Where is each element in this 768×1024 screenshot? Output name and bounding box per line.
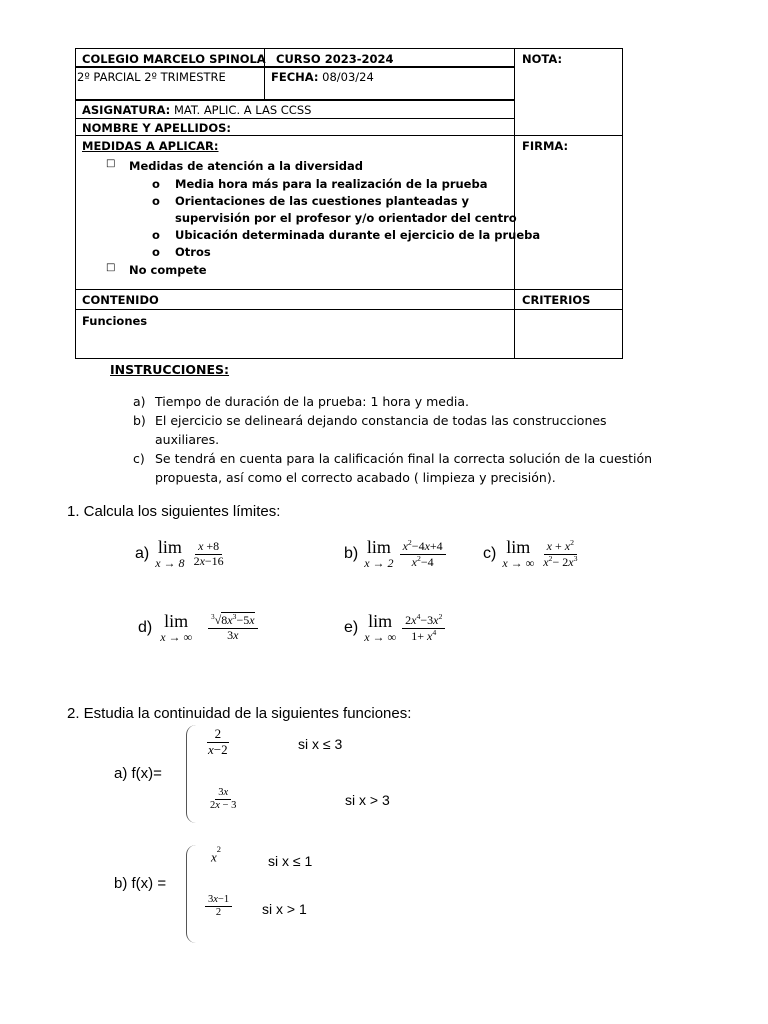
limit-c: [483, 538, 580, 570]
limit-a-label: a): [135, 545, 150, 563]
medida-sub-ubicacion: Ubicación determinada durante el ejercicio de la prueba: [175, 228, 541, 242]
checkbox-icon: □: [106, 158, 116, 169]
function-b-label: b) f(x) =: [114, 875, 167, 892]
function-b-condition-2: si x > 1: [262, 901, 307, 917]
limit-e-expression: $\frac{2x^4-3x^2}{1+ x^4}$: [402, 613, 445, 644]
function-a-condition-1: si x ≤ 3: [298, 736, 343, 752]
function-b-piece-2: $\frac{3x-1}{2}$: [205, 894, 232, 919]
limit-d-label: d): [138, 619, 153, 637]
function-a-piece-2: $\frac{3x}{2x - 3}$: [210, 787, 237, 812]
limit-e-label: e): [344, 619, 359, 637]
instructions-title: INSTRUCCIONES:: [110, 362, 230, 377]
limit-b-label: b): [344, 545, 359, 563]
limit-b-expression: $\frac{x^2-4x+4}{x^2-4}$: [400, 539, 446, 570]
asignatura-label: ASIGNATURA:: [82, 103, 171, 117]
medida-sub-otros: Otros: [175, 245, 211, 259]
lim-operator: lim x → ∞: [502, 537, 535, 570]
bullet-circle-icon: o: [152, 245, 160, 259]
lim-operator: lim x → 8: [155, 537, 185, 570]
instruction-b-cont: auxiliares.: [155, 432, 220, 447]
exam-name: 2º PARCIAL 2º TRIMESTRE: [77, 70, 226, 84]
limit-d: [138, 612, 258, 644]
function-a-condition-2: si x > 3: [345, 792, 390, 808]
lim-operator: lim x → 2: [364, 537, 394, 570]
contenido-value: Funciones: [82, 314, 148, 328]
medida-sub-media-hora: Media hora más para la realización de la prueba: [175, 177, 488, 191]
checkbox-icon: □: [106, 262, 116, 273]
limit-c-expression: $\frac{x + x^2}{x^2- 2x^3}$: [543, 537, 578, 569]
medida-sub-orientaciones: Orientaciones de las cuestiones planteadas y: [175, 194, 470, 208]
lim-operator: lim x → ∞: [364, 611, 397, 644]
instruction-b: El ejercicio se delineará dejando constancia de todas las construcciones: [155, 413, 607, 428]
fecha-value: 08/03/24: [318, 70, 374, 84]
function-a-piece-1: $\frac{2}{x-2}$: [208, 726, 228, 757]
asignatura-field: [82, 103, 311, 117]
limit-d-expression: $\frac{^3√8x^3-5x}{3x}$: [208, 613, 257, 643]
question-2-title: 2. Estudia la continuidad de la siguientes funciones:: [67, 705, 412, 722]
medida-sub-orientaciones-cont: supervisión por el profesor y/o orientador del centro: [175, 211, 517, 225]
function-b-condition-1: si x ≤ 1: [268, 853, 313, 869]
nombre-label: NOMBRE Y APELLIDOS:: [82, 121, 231, 135]
bullet-circle-icon: o: [152, 228, 160, 242]
limit-a-expression: $\frac{x +8}{2x-16}$: [193, 538, 224, 568]
instruction-marker: c): [133, 451, 145, 466]
lim-operator: lim x → ∞: [160, 611, 193, 644]
instruction-marker: b): [133, 413, 146, 428]
contenido-label: CONTENIDO: [82, 293, 159, 307]
medida-item-diversidad: Medidas de atención a la diversidad: [129, 159, 364, 173]
nota-label: NOTA:: [522, 52, 563, 66]
brace-icon: [186, 845, 201, 943]
course-year: CURSO 2023-2024: [276, 52, 394, 66]
medida-item-no-compete: No compete: [129, 263, 207, 277]
limit-a: [135, 538, 227, 570]
instruction-marker: a): [133, 394, 146, 409]
fecha-field: [271, 70, 374, 84]
limit-b: [344, 538, 446, 570]
instruction-a: Tiempo de duración de la prueba: 1 hora y media.: [155, 394, 470, 409]
instruction-c: Se tendrá en cuenta para la calificación final la correcta solución de la cuestión: [155, 451, 653, 466]
limit-c-label: c): [483, 545, 497, 563]
question-1-title: 1. Calcula los siguientes límites:: [67, 503, 281, 520]
criterios-label: CRITERIOS: [522, 293, 591, 307]
fecha-label: FECHA:: [271, 70, 319, 84]
medidas-label: MEDIDAS A APLICAR:: [82, 139, 219, 153]
asignatura-value: MAT. APLIC. A LAS CCSS: [170, 103, 312, 117]
bullet-circle-icon: o: [152, 177, 160, 191]
brace-icon: [186, 725, 201, 823]
limit-e: [344, 612, 445, 644]
school-name: COLEGIO MARCELO SPINOLA: [82, 52, 266, 66]
bullet-circle-icon: o: [152, 194, 160, 208]
firma-label: FIRMA:: [522, 139, 569, 153]
instruction-c-cont: propuesta, así como el correcto acabado ( limpieza y precisión).: [155, 470, 556, 485]
function-b-piece-1: $x^2$: [211, 844, 221, 865]
function-a-label: a) f(x)=: [114, 765, 162, 782]
